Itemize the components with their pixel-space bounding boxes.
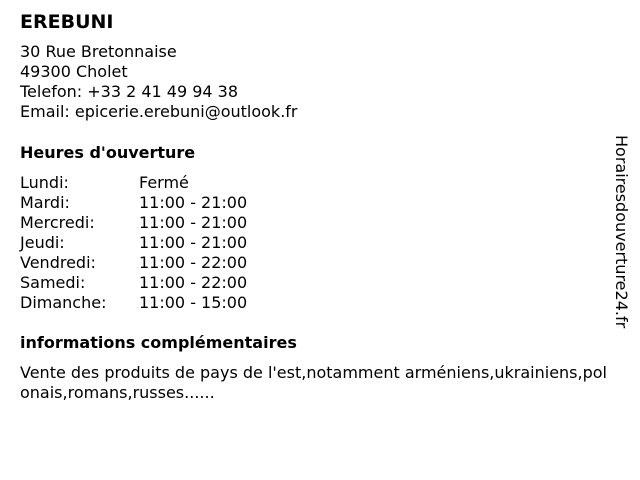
business-card <box>20 10 610 403</box>
phone-line: Telefon: +33 2 41 49 94 38 <box>20 82 239 101</box>
hours-time: 11:00 - 22:00 <box>139 253 248 272</box>
hours-day: Dimanche: <box>20 293 107 312</box>
hours-time: 11:00 - 22:00 <box>139 273 248 292</box>
info-title: informations complémentaires <box>20 333 297 352</box>
hours-row <box>20 293 610 313</box>
hours-title: Heures d'ouverture <box>20 143 196 162</box>
hours-day: Mardi: <box>20 193 70 212</box>
hours-day: Lundi: <box>20 173 69 192</box>
hours-day: Mercredi: <box>20 213 95 232</box>
hours-row <box>20 173 610 193</box>
email-line: Email: epicerie.erebuni@outlook.fr <box>20 102 298 121</box>
hours-row <box>20 253 610 273</box>
watermark <box>611 135 631 345</box>
hours-time: 11:00 - 21:00 <box>139 213 248 232</box>
hours-row <box>20 193 610 213</box>
hours-time: Fermé <box>139 173 189 192</box>
address-line-2: 49300 Cholet <box>20 62 128 81</box>
hours-time: 11:00 - 15:00 <box>139 293 248 312</box>
address-line-1: 30 Rue Bretonnaise <box>20 42 177 61</box>
watermark-text: Horairesdouverture24.fr <box>612 135 631 329</box>
hours-row <box>20 273 610 293</box>
info-text: Vente des produits de pays de l'est,notamment arméniens,ukrainiens,polonais,romans,russes...... <box>20 363 607 402</box>
hours-row <box>20 233 610 253</box>
hours-day: Jeudi: <box>20 233 65 252</box>
hours-day: Vendredi: <box>20 253 96 272</box>
hours-time: 11:00 - 21:00 <box>139 193 248 212</box>
hours-time: 11:00 - 21:00 <box>139 233 248 252</box>
hours-day: Samedi: <box>20 273 86 292</box>
hours-table <box>20 173 610 313</box>
hours-row <box>20 213 610 233</box>
business-name: EREBUNI <box>20 11 114 33</box>
